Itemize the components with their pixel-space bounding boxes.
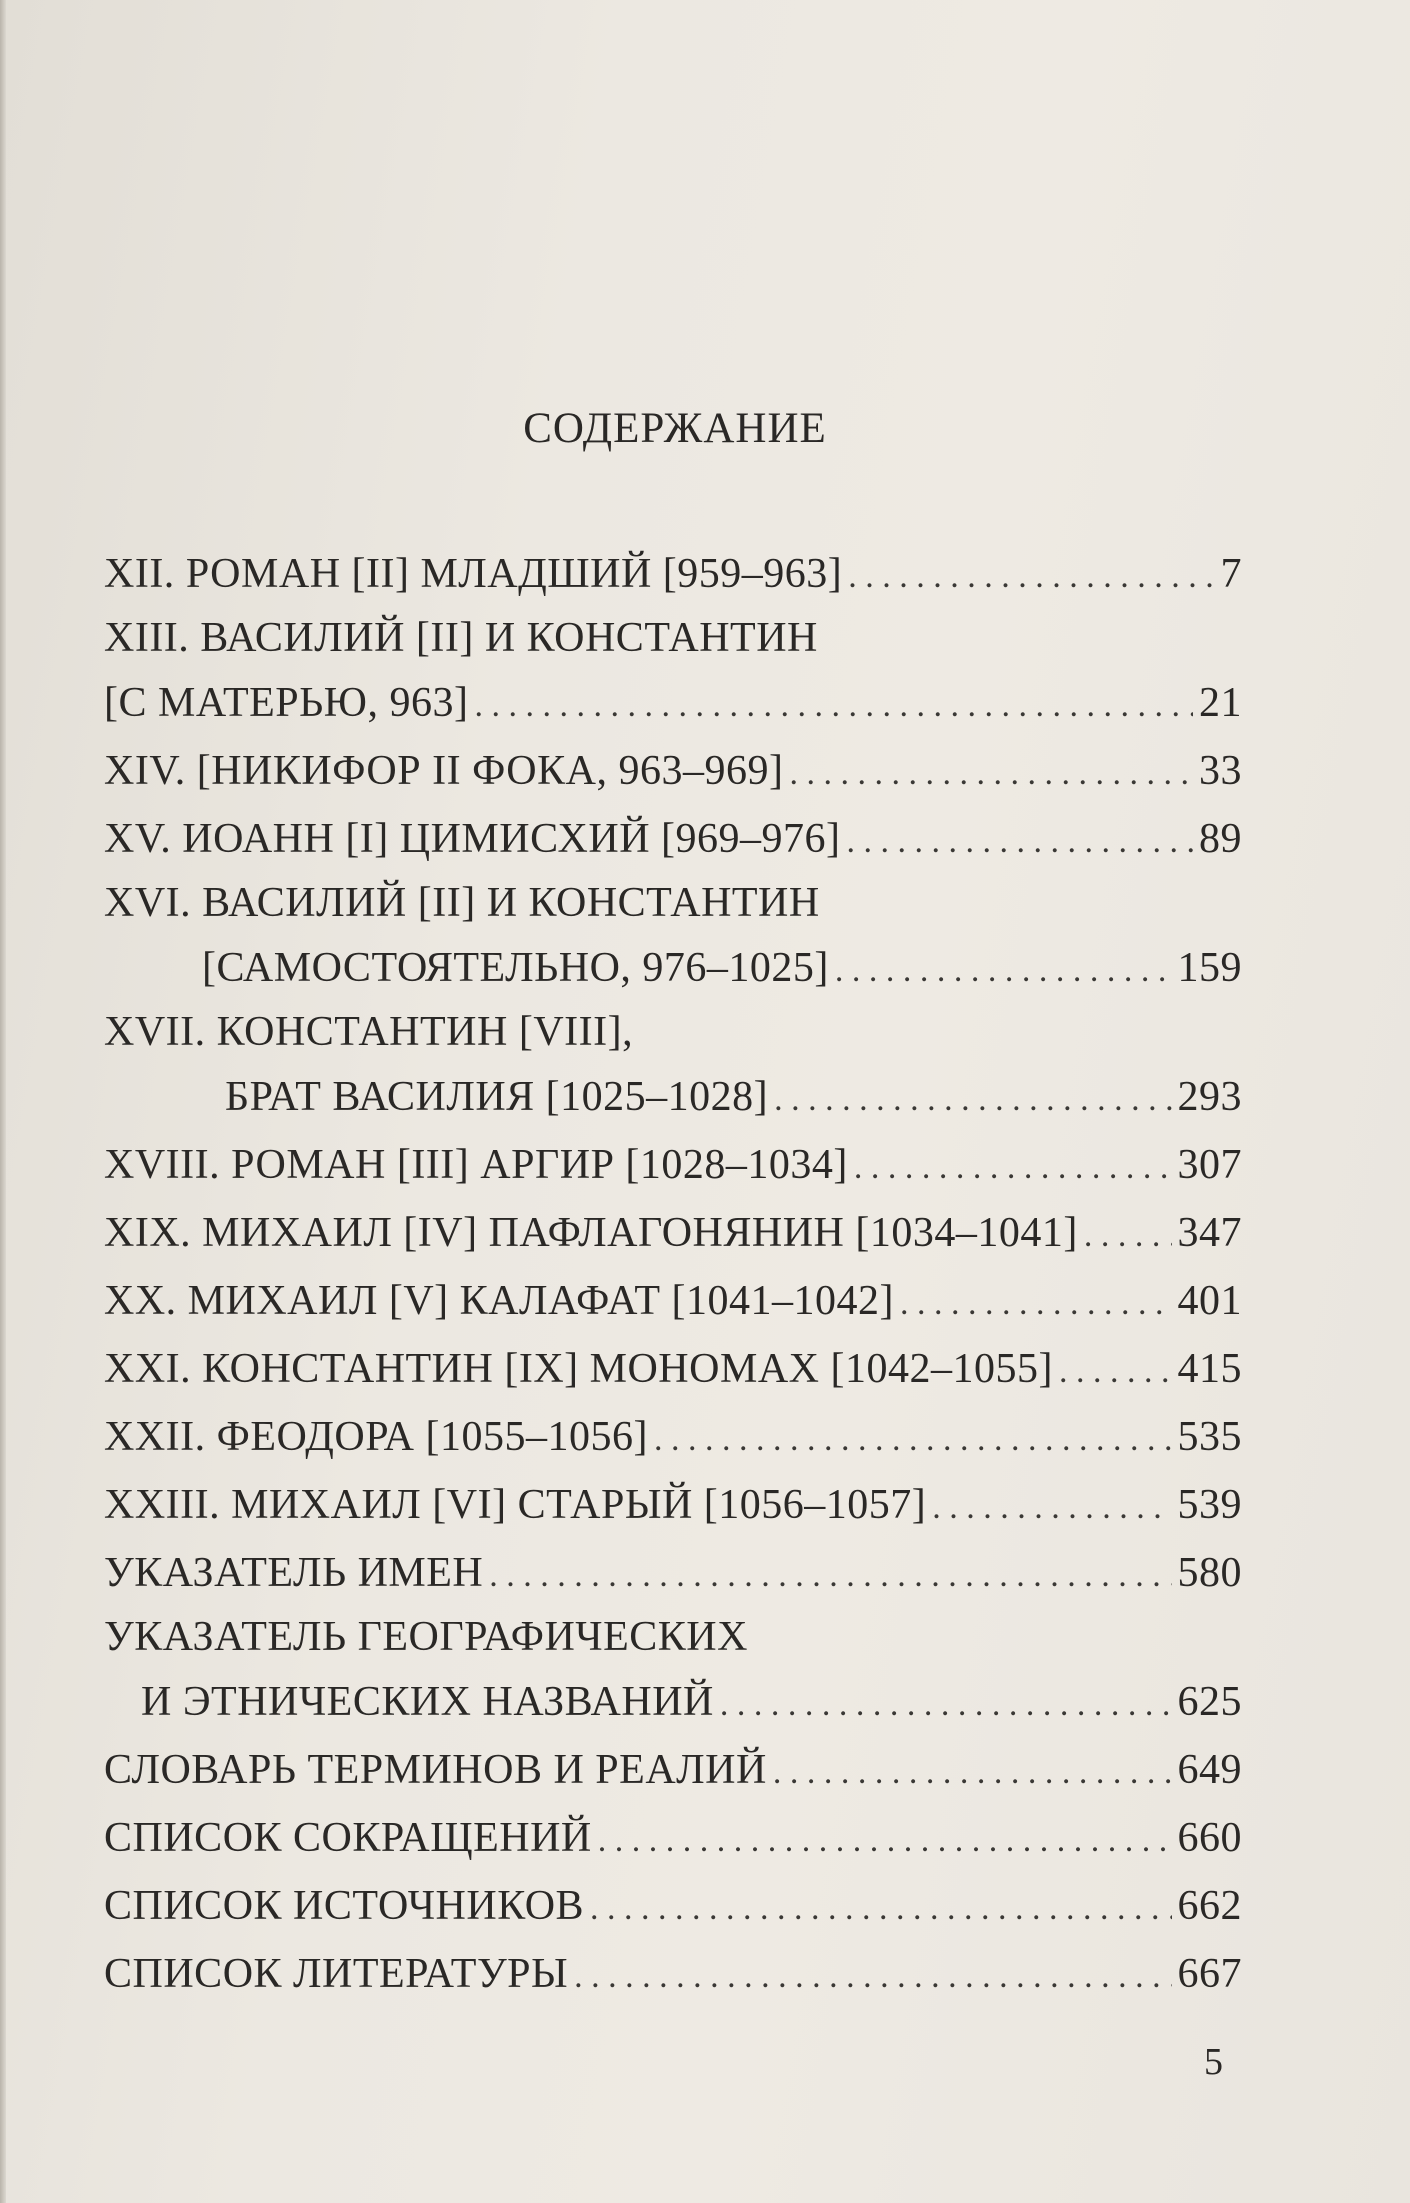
toc-entry bbox=[104, 1804, 1242, 1872]
toc-entry-number: XII. bbox=[104, 551, 175, 597]
toc-entry bbox=[104, 1736, 1242, 1804]
toc-entry-number: XXIII. bbox=[104, 1482, 221, 1528]
toc-entry-title: РОМАН [III] АРГИР [1028–1034] bbox=[231, 1142, 848, 1188]
toc-entry-page: 89 bbox=[1199, 816, 1242, 862]
toc-entry-page: 293 bbox=[1177, 1074, 1242, 1120]
toc-entry-title-line2: БРАТ ВАСИЛИЯ [1025–1028] bbox=[225, 1074, 769, 1120]
toc-entry-title-line1: КОНСТАНТИН [VIII], bbox=[216, 1009, 634, 1055]
toc-entry-page: 660 bbox=[1177, 1815, 1242, 1861]
dot-leader bbox=[654, 1406, 1172, 1474]
page-edge bbox=[0, 0, 6, 2203]
toc-entry bbox=[104, 1403, 1242, 1471]
dot-leader bbox=[474, 672, 1193, 740]
toc-entry bbox=[104, 1471, 1242, 1539]
toc-entry bbox=[104, 1267, 1242, 1335]
toc-entry bbox=[104, 540, 1242, 608]
toc-entry-page: 347 bbox=[1177, 1210, 1242, 1256]
toc-entry bbox=[104, 873, 1242, 1002]
dot-leader bbox=[1059, 1338, 1172, 1406]
toc-entry bbox=[104, 1335, 1242, 1403]
toc-entry-number: XXII. bbox=[104, 1414, 206, 1460]
dot-leader bbox=[932, 1474, 1171, 1542]
toc-entry-page: 401 bbox=[1177, 1278, 1242, 1324]
toc-entry-number: XVII. bbox=[104, 1009, 206, 1055]
toc-entry-page: 649 bbox=[1177, 1747, 1242, 1793]
dot-leader bbox=[489, 1542, 1171, 1610]
toc-entry-title: СПИСОК СОКРАЩЕНИЙ bbox=[104, 1815, 592, 1861]
toc-entry-number: XX. bbox=[104, 1278, 177, 1324]
toc-entry-title: [НИКИФОР II ФОКА, 963–969] bbox=[196, 748, 784, 794]
toc-entry-number: XVIII. bbox=[104, 1142, 221, 1188]
dot-leader bbox=[835, 937, 1172, 1005]
toc-entry-title: ФЕОДОРА [1055–1056] bbox=[216, 1414, 648, 1460]
contents-heading: СОДЕРЖАНИЕ bbox=[523, 405, 827, 452]
toc-entry-page: 625 bbox=[1177, 1679, 1242, 1725]
dot-leader bbox=[598, 1807, 1172, 1875]
dot-leader bbox=[1084, 1202, 1172, 1270]
dot-leader bbox=[900, 1270, 1172, 1338]
toc-entry bbox=[104, 1002, 1242, 1131]
toc-entry-title: РОМАН [II] МЛАДШИЙ [959–963] bbox=[185, 551, 843, 597]
toc-entry-title-line2: [С МАТЕРЬЮ, 963] bbox=[104, 680, 469, 726]
dot-leader bbox=[847, 808, 1193, 876]
toc-entry-page: 580 bbox=[1177, 1550, 1242, 1596]
toc-entry-number: XXI. bbox=[104, 1346, 192, 1392]
toc-entry-page: 159 bbox=[1177, 945, 1242, 991]
toc-entry-title: УКАЗАТЕЛЬ ИМЕН bbox=[104, 1550, 484, 1596]
toc-entry bbox=[104, 1539, 1242, 1607]
toc-entry-number: XVI. bbox=[104, 880, 192, 926]
toc-entry-title-line2: [САМОСТОЯТЕЛЬНО, 976–1025] bbox=[202, 945, 829, 991]
dot-leader bbox=[590, 1875, 1171, 1943]
toc-entry-title: СПИСОК ИСТОЧНИКОВ bbox=[104, 1883, 585, 1929]
toc-entry bbox=[104, 737, 1242, 805]
toc-entry bbox=[104, 608, 1242, 737]
toc-entry-title-line1: ВАСИЛИЙ [II] И КОНСТАНТИН bbox=[202, 880, 820, 926]
toc-entry-title-line1: УКАЗАТЕЛЬ ГЕОГРАФИЧЕСКИХ bbox=[104, 1614, 748, 1660]
toc-entry-page: 535 bbox=[1177, 1414, 1242, 1460]
dot-leader bbox=[774, 1066, 1171, 1134]
dot-leader bbox=[854, 1134, 1172, 1202]
dot-leader bbox=[574, 1943, 1171, 2011]
toc-entry-page: 21 bbox=[1199, 680, 1242, 726]
toc-entry-number: XIII. bbox=[104, 615, 190, 661]
toc-entry-number: XV. bbox=[104, 816, 172, 862]
toc-entry-title-line1: ВАСИЛИЙ [II] И КОНСТАНТИН bbox=[200, 615, 818, 661]
toc-entry-title: МИХАИЛ [V] КАЛАФАТ [1041–1042] bbox=[187, 1278, 894, 1324]
toc-entry-page: 662 bbox=[1177, 1883, 1242, 1929]
dot-leader bbox=[789, 740, 1193, 808]
toc-entry-page: 539 bbox=[1177, 1482, 1242, 1528]
toc-entry-title: СПИСОК ЛИТЕРАТУРЫ bbox=[104, 1951, 569, 1997]
toc-entry-page: 7 bbox=[1220, 551, 1242, 597]
table-of-contents bbox=[104, 540, 1242, 2008]
dot-leader bbox=[720, 1671, 1172, 1739]
toc-entry bbox=[104, 1199, 1242, 1267]
toc-entry-page: 33 bbox=[1199, 748, 1242, 794]
toc-entry bbox=[104, 1607, 1242, 1736]
toc-entry-page: 307 bbox=[1177, 1142, 1242, 1188]
dot-leader bbox=[848, 543, 1214, 611]
toc-entry-page: 415 bbox=[1177, 1346, 1242, 1392]
toc-entry bbox=[104, 1872, 1242, 1940]
toc-entry-title: МИХАИЛ [VI] СТАРЫЙ [1056–1057] bbox=[231, 1482, 927, 1528]
toc-entry-number: XIV. bbox=[104, 748, 186, 794]
toc-entry-title: ИОАНН [I] ЦИМИСХИЙ [969–976] bbox=[182, 816, 841, 862]
toc-entry-title-line2: И ЭТНИЧЕСКИХ НАЗВАНИЙ bbox=[141, 1679, 714, 1725]
toc-entry-number: XIX. bbox=[104, 1210, 192, 1256]
page-number: 5 bbox=[1204, 2041, 1223, 2083]
toc-entry bbox=[104, 1131, 1242, 1199]
toc-entry-title: СЛОВАРЬ ТЕРМИНОВ И РЕАЛИЙ bbox=[104, 1747, 767, 1793]
toc-entry-title: МИХАИЛ [IV] ПАФЛАГОНЯНИН [1034–1041] bbox=[202, 1210, 1078, 1256]
toc-entry bbox=[104, 805, 1242, 873]
toc-entry-title: КОНСТАНТИН [IX] МОНОМАХ [1042–1055] bbox=[202, 1346, 1053, 1392]
dot-leader bbox=[773, 1739, 1172, 1807]
toc-entry-page: 667 bbox=[1177, 1951, 1242, 1997]
toc-entry bbox=[104, 1940, 1242, 2008]
